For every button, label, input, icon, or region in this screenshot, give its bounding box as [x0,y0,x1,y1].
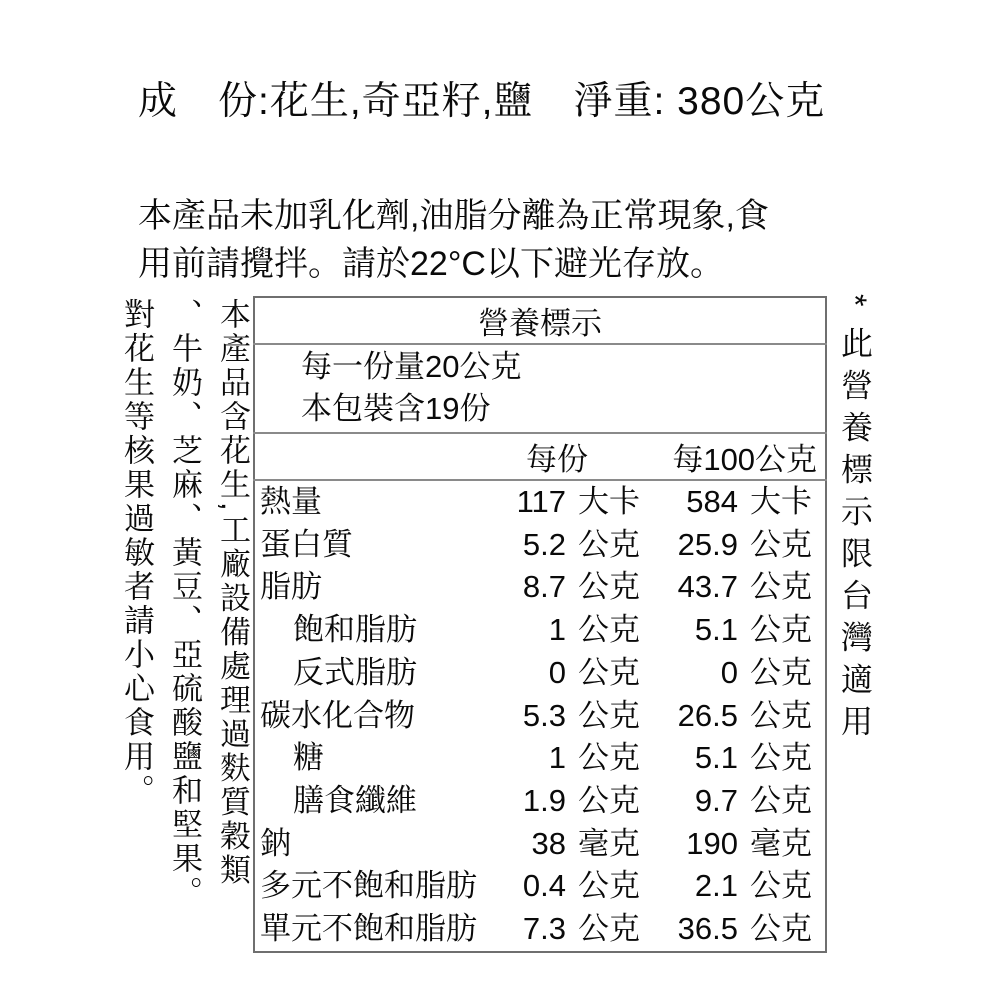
per-100g-unit: 公克 [750,569,812,605]
nutrient-row [254,737,826,780]
nutrient-label: 蛋白質 [260,526,353,562]
column-header-per-100g: 每100公克 [652,433,826,480]
allergen-note-column: 、牛奶、芝麻、黃豆、亞硫酸鹽和堅果。 [167,298,202,910]
per-serving-unit: 公克 [578,569,640,605]
serving-info-row [254,344,826,433]
nutrition-table-title-row [254,297,826,344]
nutrient-label: 膳食纖維 [293,782,417,818]
per-100g-value: 26.5 [677,697,738,733]
per-100g-value: 36.5 [677,911,738,947]
per-serving-value: 1.9 [522,782,566,818]
nutrient-label: 飽和脂肪 [293,612,417,648]
nutrient-row [254,865,826,908]
nutrient-label: 鈉 [260,825,291,861]
per-100g-value: 25.9 [677,526,738,562]
per-100g-unit: 公克 [750,911,812,947]
allergen-note-column: 本產品含花生,工廠設備處理過麩質穀類 [215,298,250,888]
nutrient-label: 脂肪 [260,569,322,605]
storage-note-line: 用前請攪拌。請於22°C以下避光存放。 [138,245,724,283]
nutrition-table [253,296,827,953]
per-serving-unit: 公克 [578,782,640,818]
servings-per-package: 本包裝含19份 [301,391,491,426]
serving-size: 每一份量20公克 [301,349,522,384]
nutrient-label: 單元不飽和脂肪 [260,911,477,947]
nutrient-row [254,609,826,652]
nutrient-row [254,524,826,567]
per-100g-value: 0 [720,654,738,690]
storage-note-line: 本產品未加乳化劑,油脂分離為正常現象,食 [138,197,769,235]
per-100g-value: 584 [686,484,738,519]
per-serving-value: 8.7 [522,569,566,605]
per-100g-unit: 公克 [750,612,812,648]
taiwan-only-note [832,294,878,984]
per-serving-unit: 大卡 [578,484,640,519]
nutrient-row [254,695,826,738]
per-serving-value: 5.2 [522,526,566,562]
nutrient-label: 多元不飽和脂肪 [260,868,477,904]
nutrient-label: 碳水化合物 [260,697,415,733]
ingredients-line: 成 份:花生,奇亞籽,鹽 淨重: 380公克 [138,80,826,123]
column-header-per-serving: 每份 [462,433,652,480]
column-header-spacer [254,433,462,480]
storage-note [138,192,769,288]
per-serving-value: 0 [548,654,566,690]
per-serving-value: 1 [548,740,566,776]
per-100g-unit: 大卡 [750,484,812,519]
per-100g-value: 190 [686,825,738,861]
asterisk-mark: * [837,294,873,317]
per-100g-unit: 公克 [750,740,812,776]
per-100g-value: 2.1 [694,868,738,904]
nutrient-label: 熱量 [260,484,322,519]
per-serving-unit: 公克 [578,868,640,904]
per-serving-unit: 公克 [578,612,640,648]
per-100g-value: 43.7 [677,569,738,605]
nutrient-row [254,908,826,952]
allergen-note [110,298,256,958]
per-serving-value: 0.4 [522,868,566,904]
per-100g-unit: 公克 [750,782,812,818]
nutrient-row [254,780,826,823]
per-100g-unit: 公克 [750,526,812,562]
column-header-row [254,433,826,480]
per-serving-value: 1 [548,612,566,648]
per-serving-unit: 公克 [578,911,640,947]
nutrient-row [254,652,826,695]
nutrient-row [254,480,826,524]
per-100g-unit: 公克 [750,868,812,904]
nutrition-table-title: 營養標示 [254,297,826,344]
nutrient-row [254,823,826,866]
per-serving-value: 7.3 [522,911,566,947]
per-serving-value: 38 [531,825,566,861]
per-serving-unit: 公克 [578,654,640,690]
per-100g-unit: 公克 [750,654,812,690]
taiwan-only-note-text: 此營養標示限台灣適用 [837,326,873,747]
per-serving-unit: 公克 [578,697,640,733]
per-100g-value: 5.1 [694,740,738,776]
per-serving-value: 117 [516,484,566,519]
nutrient-label: 反式脂肪 [293,654,417,690]
per-serving-unit: 公克 [578,526,640,562]
nutrient-label: 糖 [293,740,324,776]
per-100g-unit: 毫克 [750,825,812,861]
per-100g-unit: 公克 [750,697,812,733]
per-serving-unit: 毫克 [578,825,640,861]
per-serving-value: 5.3 [522,697,566,733]
per-100g-value: 9.7 [694,782,738,818]
per-100g-value: 5.1 [694,612,738,648]
nutrient-row [254,566,826,609]
allergen-note-column: 對花生等核果過敏者請小心食用。 [119,298,154,808]
per-serving-unit: 公克 [578,740,640,776]
